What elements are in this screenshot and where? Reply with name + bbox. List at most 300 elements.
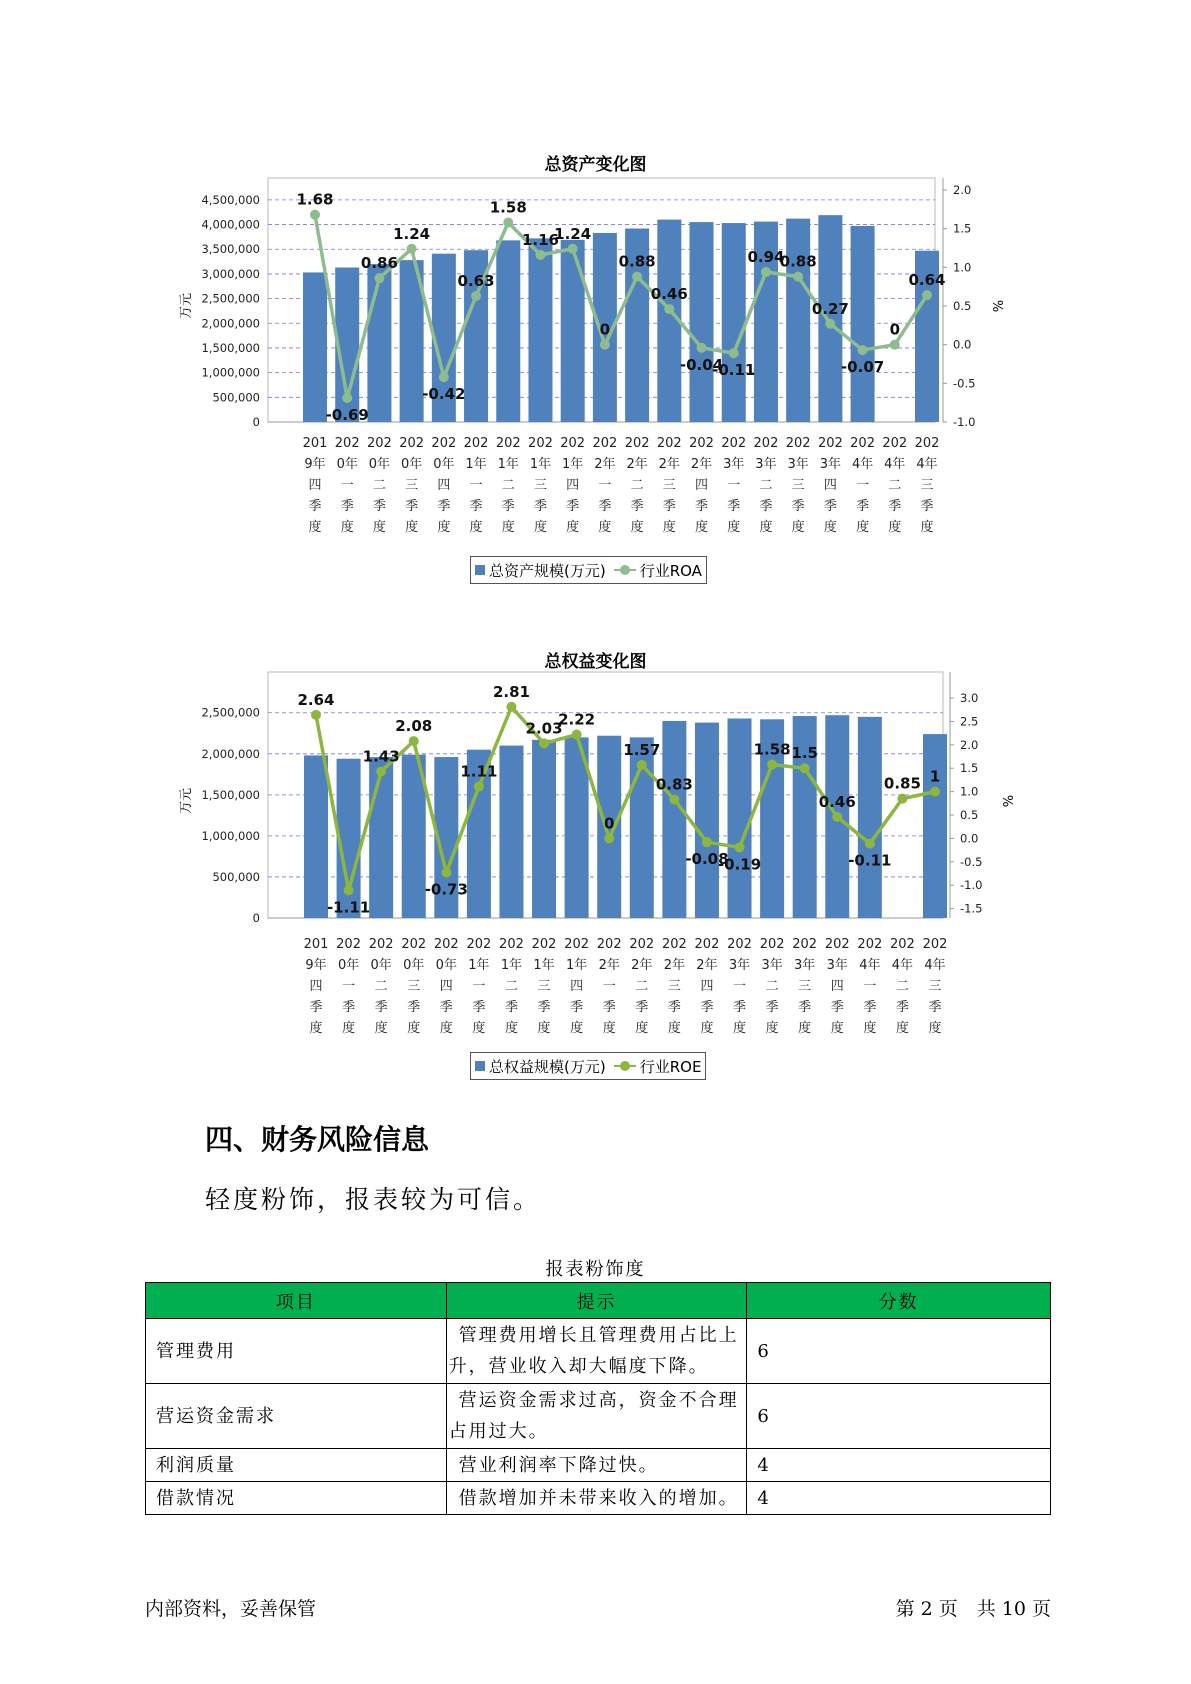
- x-tick-label: 202: [824, 937, 850, 952]
- x-tick-label: 202: [531, 937, 557, 952]
- y2-tick-label: 3.0: [960, 691, 979, 706]
- x-tick-label: 季: [504, 1000, 518, 1015]
- x-tick-label: 202: [368, 937, 394, 952]
- y2-tick-label: 1.5: [953, 221, 972, 236]
- x-tick-label: 度: [635, 1021, 649, 1036]
- line-point: [897, 794, 907, 804]
- x-tick-label: 202: [528, 436, 553, 451]
- line-point: [376, 767, 386, 777]
- x-tick-label: 202: [727, 937, 752, 952]
- x-tick-label: 3年: [761, 958, 783, 973]
- x-tick-label: 季: [630, 499, 644, 514]
- x-tick-label: 季: [667, 1000, 681, 1015]
- line-point: [539, 738, 549, 748]
- data-label: 2.08: [395, 717, 433, 736]
- x-tick-label: 季: [863, 1000, 877, 1015]
- x-tick-label: 0年: [370, 958, 392, 973]
- x-tick-label: 202: [399, 436, 425, 451]
- data-label: 1.24: [393, 224, 431, 243]
- line-point: [506, 702, 516, 712]
- y2-tick-label: 1.0: [960, 784, 979, 799]
- data-label: 1.11: [460, 762, 498, 781]
- bar: [662, 721, 686, 918]
- x-tick-label: 202: [817, 436, 843, 451]
- x-tick-label: 二: [888, 478, 902, 493]
- x-tick-label: 季: [920, 499, 934, 514]
- x-tick-label: 一: [472, 979, 486, 994]
- equity-chart-legend: [470, 1052, 706, 1080]
- data-label: 1: [929, 767, 941, 786]
- x-tick-label: 度: [759, 520, 773, 535]
- data-label: 0.88: [779, 252, 817, 271]
- line-point: [735, 842, 745, 852]
- x-tick-label: 3年: [794, 958, 816, 973]
- data-label: -1.11: [326, 898, 371, 917]
- x-tick-label: 季: [733, 1000, 747, 1015]
- row-hint: 营运资金需求过高，资金不合理占用过大。: [446, 1384, 747, 1449]
- x-tick-label: 202: [792, 937, 818, 952]
- legend-line-label: 行业ROA: [639, 561, 702, 580]
- footer-page-number: 第 2 页 共 10 页: [895, 1598, 1051, 1620]
- x-tick-label: 一: [469, 478, 483, 493]
- row-score: 6: [747, 1319, 1051, 1384]
- x-tick-label: 202: [433, 937, 459, 952]
- data-label: 1.43: [362, 747, 400, 766]
- y2-tick-label: 0.0: [953, 337, 972, 352]
- y-tick-label: 500,000: [212, 390, 260, 405]
- x-tick-label: 一: [863, 979, 877, 994]
- x-tick-label: 202: [759, 937, 785, 952]
- x-tick-label: 3年: [819, 457, 842, 472]
- row-item: 借款情况: [146, 1482, 447, 1515]
- x-tick-label: 202: [596, 937, 622, 952]
- x-tick-label: 202: [592, 436, 618, 451]
- x-tick-label: 202: [857, 937, 883, 952]
- y-tick-label: 1,000,000: [201, 828, 260, 843]
- x-tick-label: 202: [629, 937, 655, 952]
- data-label: 2.81: [492, 682, 530, 701]
- x-tick-label: 度: [308, 520, 322, 535]
- x-tick-label: 202: [463, 436, 489, 451]
- x-tick-label: 季: [662, 499, 676, 514]
- x-tick-label: 0年: [368, 457, 391, 472]
- x-tick-label: 季: [501, 499, 515, 514]
- x-tick-label: 三: [662, 478, 676, 493]
- x-tick-label: 二: [895, 979, 909, 994]
- data-label: 2.03: [525, 719, 563, 738]
- x-tick-label: 度: [733, 1021, 747, 1036]
- x-tick-label: 度: [533, 520, 547, 535]
- equity-chart-title: 总权益变化图: [544, 652, 647, 672]
- x-tick-label: 3年: [728, 958, 751, 973]
- x-tick-label: 202: [890, 937, 915, 952]
- x-tick-label: 一: [727, 478, 741, 493]
- y2-tick-label: -1.5: [960, 901, 983, 916]
- x-tick-label: 度: [823, 520, 837, 535]
- data-label: 2.64: [297, 690, 335, 709]
- x-tick-label: 1年: [500, 958, 523, 973]
- x-tick-label: 0年: [435, 958, 457, 973]
- x-tick-label: 四: [570, 979, 584, 994]
- x-tick-label: 季: [856, 499, 870, 514]
- footer-confidential: 内部资料，妥善保管: [145, 1598, 317, 1620]
- bar: [532, 740, 556, 918]
- y-tick-label: 0: [252, 911, 260, 925]
- table-row: [146, 1319, 1051, 1384]
- x-tick-label: 度: [504, 1021, 518, 1036]
- x-tick-label: 季: [566, 499, 580, 514]
- x-tick-label: 三: [533, 478, 547, 493]
- data-label: 1.5: [791, 744, 818, 763]
- data-label: 0.83: [655, 775, 693, 794]
- x-tick-label: 3年: [826, 958, 848, 973]
- data-label: -0.73: [424, 880, 468, 899]
- x-tick-label: 2年: [631, 958, 653, 973]
- y2-tick-label: -1.0: [953, 415, 976, 429]
- x-tick-label: 一: [342, 979, 356, 994]
- line-point: [311, 710, 321, 720]
- x-tick-label: 202: [495, 436, 521, 451]
- x-tick-label: 季: [405, 499, 419, 514]
- data-label: 2.22: [558, 710, 596, 729]
- x-tick-label: 0年: [337, 958, 360, 973]
- y-tick-label: 2,000,000: [201, 316, 260, 331]
- x-tick-label: 202: [922, 937, 948, 952]
- x-tick-label: 度: [791, 520, 805, 535]
- x-tick-label: 4年: [851, 457, 874, 472]
- x-tick-label: 季: [439, 1000, 453, 1015]
- x-tick-label: 202: [721, 436, 747, 451]
- x-tick-label: 0年: [336, 457, 358, 472]
- x-tick-label: 3年: [787, 457, 809, 472]
- y2-tick-label: -1.0: [960, 878, 983, 893]
- x-tick-label: 度: [439, 1021, 453, 1036]
- x-tick-label: 202: [850, 436, 875, 451]
- asset-chart-title: 总资产变化图: [544, 155, 647, 175]
- y2-tick-label: 2.0: [960, 737, 979, 752]
- data-label: 0.27: [811, 299, 849, 318]
- x-tick-label: 202: [689, 436, 714, 451]
- x-tick-label: 季: [407, 1000, 421, 1015]
- row-item: 营运资金需求: [146, 1384, 447, 1449]
- x-tick-label: 季: [798, 1000, 812, 1015]
- x-tick-label: 2年: [690, 457, 713, 472]
- x-tick-label: 三: [405, 478, 419, 493]
- y2-tick-label: -0.5: [953, 376, 976, 391]
- data-label: 0: [603, 814, 615, 833]
- x-tick-label: 季: [759, 499, 773, 514]
- x-tick-label: 季: [537, 1000, 551, 1015]
- x-tick-label: 季: [888, 499, 902, 514]
- x-tick-label: 1年: [497, 457, 519, 472]
- x-tick-label: 201: [302, 436, 328, 451]
- y2-tick-label: 2.0: [953, 183, 972, 197]
- line-point: [930, 787, 940, 797]
- x-tick-label: 度: [602, 1021, 616, 1036]
- x-tick-label: 四: [823, 478, 837, 493]
- x-tick-label: 度: [830, 1021, 844, 1036]
- x-tick-label: 度: [856, 520, 870, 535]
- x-tick-label: 四: [695, 478, 709, 493]
- x-tick-label: 度: [566, 520, 580, 535]
- x-tick-label: 度: [598, 520, 612, 535]
- x-tick-label: 度: [863, 1021, 877, 1036]
- x-tick-label: 度: [727, 520, 741, 535]
- x-tick-label: 1年: [465, 457, 487, 472]
- x-tick-label: 二: [501, 478, 515, 493]
- x-tick-label: 202: [367, 436, 392, 451]
- x-tick-label: 四: [437, 478, 451, 493]
- data-label: 1.58: [489, 198, 527, 217]
- x-tick-label: 四: [308, 478, 322, 493]
- x-tick-label: 202: [785, 436, 811, 451]
- x-tick-label: 一: [602, 979, 616, 994]
- row-score: 6: [747, 1384, 1051, 1449]
- data-label: 0.88: [618, 252, 656, 271]
- x-tick-label: 1年: [533, 958, 555, 973]
- x-tick-label: 0年: [433, 457, 455, 472]
- x-tick-label: 度: [372, 520, 386, 535]
- y-tick-label: 4,000,000: [201, 217, 260, 232]
- y2-axis-label: %: [989, 299, 1004, 313]
- bar: [728, 718, 752, 918]
- x-tick-label: 季: [598, 499, 612, 514]
- line-point: [767, 759, 777, 769]
- x-tick-label: 三: [928, 979, 942, 994]
- bar: [499, 746, 523, 918]
- legend-bar-label: 总资产规模(万元): [489, 561, 606, 580]
- x-tick-label: 季: [602, 1000, 616, 1015]
- x-tick-label: 四: [830, 979, 844, 994]
- data-label: -0.69: [325, 406, 369, 425]
- y-tick-label: 0: [252, 415, 260, 429]
- data-label: 1.24: [554, 224, 592, 243]
- x-tick-label: 度: [928, 1021, 942, 1036]
- x-tick-label: 度: [472, 1021, 486, 1036]
- x-tick-label: 度: [407, 1021, 421, 1036]
- x-tick-label: 季: [533, 499, 547, 514]
- x-tick-label: 202: [882, 436, 908, 451]
- line-point: [409, 736, 419, 746]
- y2-tick-label: 1.0: [953, 260, 972, 275]
- line-point: [572, 730, 582, 740]
- y2-tick-label: -0.5: [960, 854, 983, 869]
- y2-axis-label: %: [999, 794, 1014, 808]
- x-tick-label: 度: [888, 520, 902, 535]
- data-label: -0.07: [840, 358, 885, 377]
- x-tick-label: 季: [570, 1000, 584, 1015]
- table-row: [146, 1449, 1051, 1482]
- x-tick-label: 2年: [598, 958, 620, 973]
- data-label: -0.11: [712, 361, 756, 380]
- y-tick-label: 3,000,000: [201, 266, 260, 281]
- x-tick-label: 季: [635, 1000, 649, 1015]
- y-tick-label: 2,500,000: [201, 291, 260, 306]
- x-tick-label: 202: [499, 937, 524, 952]
- x-tick-label: 一: [340, 478, 354, 493]
- line-point: [832, 812, 842, 822]
- x-tick-label: 9年: [304, 457, 326, 472]
- y2-tick-label: 0.5: [953, 299, 972, 313]
- line-point: [344, 885, 354, 895]
- x-tick-label: 3年: [755, 457, 777, 472]
- data-label: 0: [599, 320, 611, 339]
- x-tick-label: 季: [472, 1000, 486, 1015]
- table-row: [146, 1482, 1051, 1515]
- x-tick-label: 202: [694, 937, 720, 952]
- x-tick-label: 202: [431, 436, 457, 451]
- x-tick-label: 202: [624, 436, 650, 451]
- x-tick-label: 0年: [403, 958, 425, 973]
- y-axis-label: 万元: [179, 787, 194, 815]
- y-tick-label: 1,500,000: [201, 787, 260, 802]
- x-tick-label: 度: [765, 1021, 779, 1036]
- x-tick-label: 4年: [916, 457, 938, 472]
- x-tick-label: 2年: [658, 457, 680, 472]
- x-tick-label: 202: [564, 937, 590, 952]
- y-tick-label: 2,500,000: [201, 705, 260, 720]
- line-point: [637, 760, 647, 770]
- x-tick-label: 二: [765, 979, 779, 994]
- data-label: -0.08: [685, 850, 729, 869]
- legend-line-label: 行业ROE: [639, 1057, 702, 1076]
- header-score: 分数: [747, 1283, 1051, 1319]
- x-tick-label: 二: [374, 979, 388, 994]
- data-label: 0.86: [360, 254, 398, 273]
- x-tick-label: 季: [791, 499, 805, 514]
- line-point: [669, 795, 679, 805]
- data-label: -0.11: [848, 851, 892, 870]
- x-tick-label: 度: [798, 1021, 812, 1036]
- x-tick-label: 季: [437, 499, 451, 514]
- row-item: 管理费用: [146, 1319, 447, 1384]
- x-tick-label: 2年: [626, 457, 648, 472]
- x-tick-label: 202: [656, 436, 682, 451]
- x-tick-label: 季: [765, 1000, 779, 1015]
- risk-table: [145, 1282, 1051, 1515]
- row-score: 4: [747, 1482, 1051, 1515]
- y-axis-label: 万元: [179, 292, 194, 320]
- x-tick-label: 一: [733, 979, 747, 994]
- y2-tick-label: 1.5: [960, 761, 979, 776]
- x-tick-label: 202: [753, 436, 779, 451]
- x-tick-label: 202: [914, 436, 940, 451]
- x-tick-label: 季: [695, 499, 709, 514]
- x-tick-label: 季: [469, 499, 483, 514]
- data-label: 1.68: [296, 190, 334, 209]
- x-tick-label: 四: [309, 979, 323, 994]
- x-tick-label: 2年: [594, 457, 616, 472]
- x-tick-label: 三: [798, 979, 812, 994]
- line-point: [441, 868, 451, 878]
- data-label: 1.16: [521, 230, 559, 249]
- x-tick-label: 度: [630, 520, 644, 535]
- x-tick-label: 三: [667, 979, 681, 994]
- x-tick-label: 季: [308, 499, 322, 514]
- x-tick-label: 度: [667, 1021, 681, 1036]
- x-tick-label: 季: [727, 499, 741, 514]
- x-tick-label: 度: [570, 1021, 584, 1036]
- x-tick-label: 二: [630, 478, 644, 493]
- y-tick-label: 4,500,000: [201, 192, 260, 207]
- line-swatch-icon: [614, 1061, 636, 1071]
- x-tick-label: 度: [437, 520, 451, 535]
- bar: [304, 755, 328, 918]
- x-tick-label: 一: [598, 478, 612, 493]
- data-label: 1.58: [753, 740, 791, 759]
- header-hint: 提示: [446, 1283, 747, 1319]
- x-tick-label: 202: [334, 436, 360, 451]
- line-point: [474, 781, 484, 791]
- x-tick-label: 季: [830, 1000, 844, 1015]
- x-tick-label: 度: [309, 1021, 323, 1036]
- x-tick-label: 度: [662, 520, 676, 535]
- x-tick-label: 三: [791, 478, 805, 493]
- x-tick-label: 4年: [884, 457, 906, 472]
- data-label: -0.19: [717, 855, 762, 874]
- x-tick-label: 三: [920, 478, 934, 493]
- x-tick-label: 季: [823, 499, 837, 514]
- x-tick-label: 度: [920, 520, 934, 535]
- x-tick-label: 四: [566, 478, 580, 493]
- y-tick-label: 1,500,000: [201, 340, 260, 355]
- x-tick-label: 季: [372, 499, 386, 514]
- y-tick-label: 1,000,000: [201, 365, 260, 380]
- x-tick-label: 1年: [562, 457, 584, 472]
- table-caption: 报表粉饰度: [545, 1259, 646, 1280]
- data-label: 0: [889, 320, 901, 339]
- x-tick-label: 1年: [529, 457, 552, 472]
- data-label: 0.85: [883, 774, 921, 793]
- row-item: 利润质量: [146, 1449, 447, 1482]
- x-tick-label: 度: [469, 520, 483, 535]
- line-point: [604, 833, 614, 843]
- x-tick-label: 202: [466, 937, 492, 952]
- x-tick-label: 季: [928, 1000, 942, 1015]
- x-tick-label: 二: [635, 979, 649, 994]
- x-tick-label: 201: [303, 937, 329, 952]
- x-tick-label: 度: [342, 1021, 356, 1036]
- y-tick-label: 3,500,000: [201, 242, 260, 257]
- x-tick-label: 度: [895, 1021, 909, 1036]
- x-tick-label: 9年: [305, 958, 327, 973]
- x-tick-label: 季: [342, 1000, 356, 1015]
- x-tick-label: 季: [374, 1000, 388, 1015]
- x-tick-label: 度: [340, 520, 354, 535]
- data-label: -0.04: [679, 355, 724, 374]
- x-tick-label: 0年: [400, 457, 423, 472]
- x-tick-label: 四: [439, 979, 453, 994]
- data-label: 0.64: [908, 271, 946, 290]
- bar: [858, 717, 882, 918]
- y-tick-label: 2,000,000: [201, 746, 260, 761]
- x-tick-label: 二: [759, 478, 773, 493]
- x-tick-label: 4年: [924, 958, 946, 973]
- row-score: 4: [747, 1449, 1051, 1482]
- x-tick-label: 二: [504, 979, 518, 994]
- y-tick-label: 500,000: [212, 869, 260, 884]
- x-tick-label: 度: [700, 1021, 714, 1036]
- x-tick-label: 3年: [723, 457, 745, 472]
- data-label: -0.42: [422, 385, 466, 404]
- x-tick-label: 202: [560, 436, 586, 451]
- line-point: [865, 839, 875, 849]
- data-label: 0.63: [457, 271, 495, 290]
- section-title: 四、财务风险信息: [205, 1123, 430, 1156]
- y2-tick-label: 0.0: [960, 831, 979, 846]
- data-label: 0.46: [650, 285, 688, 304]
- x-tick-label: 202: [661, 937, 687, 952]
